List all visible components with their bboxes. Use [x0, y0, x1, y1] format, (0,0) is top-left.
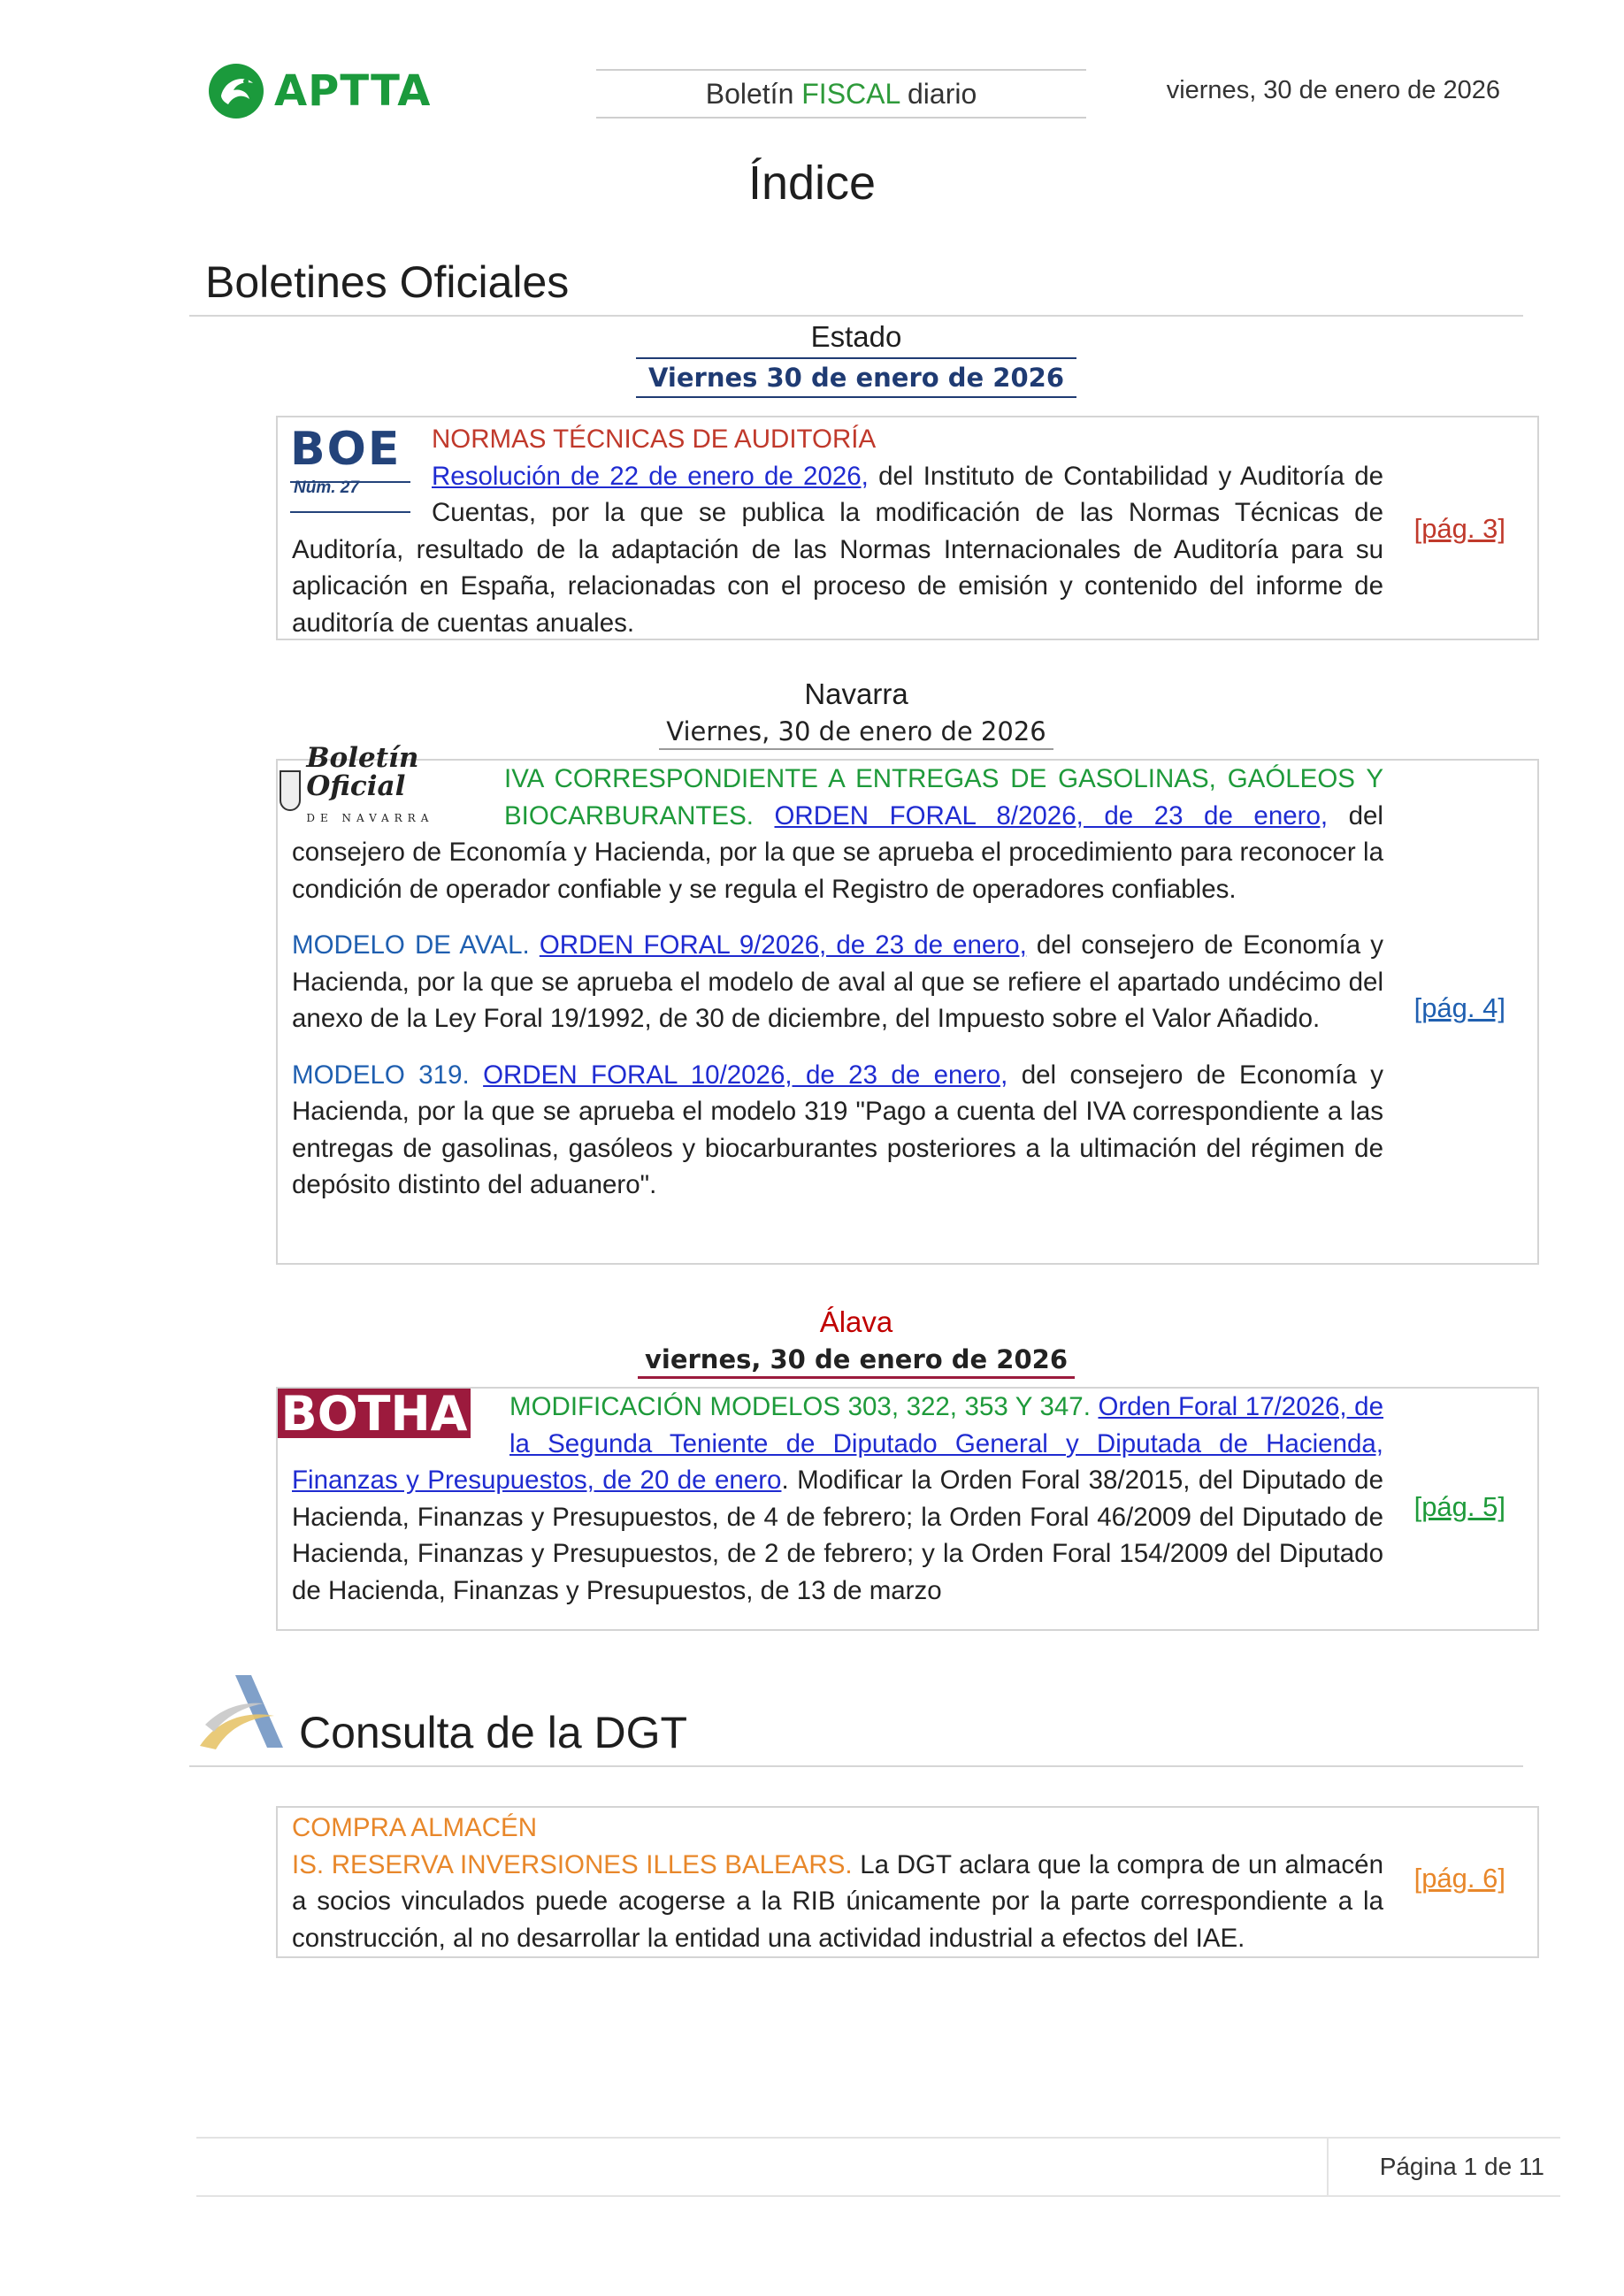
alava-date: viernes, 30 de enero de 2026	[638, 1343, 1075, 1379]
section-title-boletines: Boletines Oficiales	[205, 257, 570, 307]
navarra-text-2: del consejero de Economía y Hacienda, por la que se aprueba el modelo de aval al que se refiere el apartado undécimo del anexo de la Ley Foral 19/1992, de 30 de diciembre, del Impuesto sobre el Valor Añadido.	[292, 930, 1383, 1033]
navarra-logo-line2: DE NAVARRA	[306, 812, 434, 825]
estado-entry	[276, 416, 1539, 640]
section-divider	[189, 1765, 1523, 1767]
navarra-link-2[interactable]: ORDEN FORAL 9/2026, de 23 de enero,	[539, 930, 1027, 960]
boe-logo	[290, 421, 410, 513]
region-alava: Álava	[819, 1305, 893, 1338]
boe-letter: O	[326, 423, 366, 476]
navarra-page-link[interactable]: [pág. 4]	[1413, 992, 1505, 1023]
section-divider	[189, 315, 1523, 317]
navarra-heading-3: MODELO 319.	[292, 1060, 470, 1090]
aptta-emblem-icon	[205, 60, 267, 122]
region-navarra: Navarra	[804, 677, 908, 710]
estado-page-link[interactable]: [pág. 3]	[1413, 513, 1505, 544]
header-date: viernes, 30 de enero de 2026	[1166, 76, 1500, 104]
alava-link[interactable]: Orden Foral 17/2026, de la Segunda Teniente de Diputado General y Diputada de Hacienda, Finanzas y Presupuestos, de 20 de enero	[292, 1392, 1383, 1495]
navarra-link-3[interactable]: ORDEN FORAL 10/2026, de 23 de enero,	[483, 1060, 1008, 1090]
navarra-date: Viernes, 30 de enero de 2026	[659, 715, 1053, 750]
index-title: Índice	[747, 157, 877, 210]
alava-entry	[276, 1387, 1539, 1631]
aeat-logo-icon	[196, 1672, 285, 1753]
dgt-heading: IS. RESERVA INVERSIONES ILLES BALEARS.	[292, 1849, 853, 1879]
botha-logo: BOTHA	[278, 1389, 471, 1438]
navarra-entry	[276, 742, 1539, 1265]
dgt-entry	[276, 1806, 1539, 1958]
bulletin-fiscal: FISCAL	[801, 78, 900, 110]
page-footer	[196, 2137, 1560, 2197]
estado-text: del Instituto de Contabilidad y Auditoría de Cuentas, por la que se publica la modificación de las Normas Técnicas de Auditoría, resultado de la adaptación de las Normas Internacionales de Auditoría para su aplicación en España, relacionadas con el proceso de emisión y contenido del informe de auditoría de cuentas anuales.	[292, 461, 1384, 638]
dgt-page-link[interactable]: [pág. 6]	[1413, 1863, 1505, 1894]
boe-letter: B	[290, 423, 326, 476]
section-title-dgt: Consulta de la DGT	[299, 1708, 688, 1757]
dgt-text: La DGT aclara que la compra de un almacén a socios vinculados puede acogerse a la RIB únicamente por la parte correspondiente a la construcción, al no desarrollar la entidad una actividad industrial a efectos del IAE.	[292, 1849, 1383, 1953]
logo-text: APTTA	[274, 66, 432, 116]
navarra-heading-1: IVA CORRESPONDIENTE A ENTREGAS DE GASOLINAS, GAÓLEOS Y BIOCARBURANTES.	[504, 764, 1383, 830]
navarra-shield-icon	[280, 770, 301, 811]
estado-heading: NORMAS TÉCNICAS DE AUDITORÍA	[432, 425, 877, 454]
navarra-logo-line1: Boletín Oficial	[306, 742, 419, 803]
estado-date: Viernes 30 de enero de 2026	[636, 357, 1076, 398]
navarra-heading-2: MODELO DE AVAL.	[292, 930, 530, 960]
bulletin-prefix: Boletín	[705, 78, 802, 110]
dgt-category: COMPRA ALMACÉN	[292, 1813, 538, 1842]
boletin-navarra-logo	[280, 742, 479, 825]
page-number: Página 1 de 11	[1327, 2139, 1560, 2195]
navarra-text-3: del consejero de Economía y Hacienda, por la que se aprueba el modelo 319 "Pago a cuenta del IVA correspondiente a las entregas de gasolinas, gasóleos y biocarburantes posteriores a la ultimación del régimen de depósito distinto del aduanero".	[292, 1060, 1383, 1199]
aptta-logo	[205, 60, 462, 122]
alava-text: . Modificar la Orden Foral 38/2015, del Diputado de Hacienda, Finanzas y Presupuestos, de 4 de febrero; la Orden Foral 46/2009 del Diputado de Hacienda, Finanzas y Presupuestos, de 2 de febrero; y la Orden Foral 154/2009 del Diputado de Hacienda, Finanzas y Presupuestos, de 13 de marzo	[292, 1466, 1383, 1605]
region-estado: Estado	[810, 320, 902, 353]
alava-page-link[interactable]: [pág. 5]	[1413, 1491, 1505, 1522]
bulletin-suffix: diario	[900, 78, 977, 110]
boe-letter: E	[367, 423, 400, 476]
bulletin-title	[596, 69, 1086, 119]
navarra-link-1[interactable]: ORDEN FORAL 8/2026, de 23 de enero,	[774, 800, 1329, 830]
navarra-text-1: del consejero de Economía y Hacienda, por la que se aprueba el procedimiento para reconocer la condición de operador confiable y se regula el Registro de operadores confiables.	[292, 800, 1383, 904]
boe-issue-number: Núm. 27	[294, 478, 359, 497]
alava-heading: MODIFICACIÓN MODELOS 303, 322, 353 Y 347.	[509, 1392, 1091, 1421]
estado-link[interactable]: Resolución de 22 de enero de 2026,	[432, 461, 869, 491]
